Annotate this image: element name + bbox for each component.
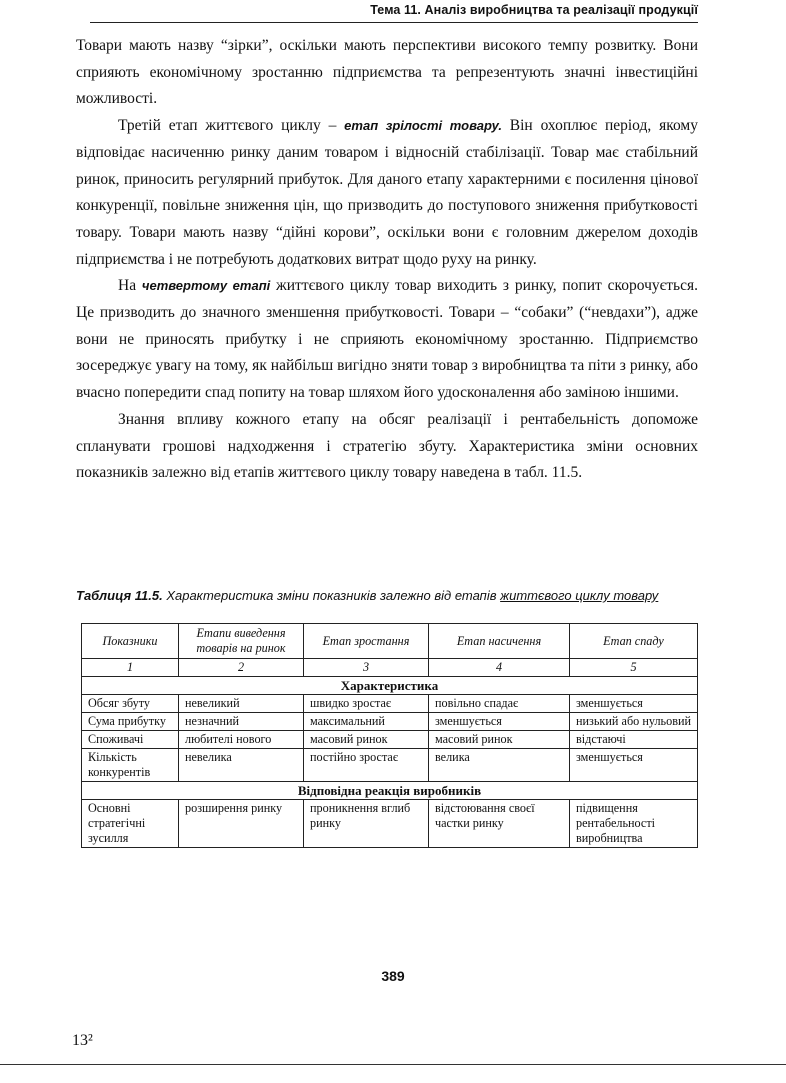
section-characteristics: Характеристика xyxy=(82,677,698,695)
table-cell: розширення ринку xyxy=(179,800,304,848)
table-row xyxy=(82,800,698,848)
paragraph-decline xyxy=(76,273,698,407)
running-header-title: Тема 11. Аналіз виробництва та реалізації продукції xyxy=(370,3,698,17)
table-cell: зменшується xyxy=(570,749,698,782)
table-caption xyxy=(76,588,698,603)
table-cell: незначний xyxy=(179,713,304,731)
paragraph-maturity-lead: Третій етап життєвого циклу – xyxy=(118,117,345,135)
corner-mark: 13² xyxy=(72,1032,93,1049)
col-number: 3 xyxy=(304,659,429,677)
col-number: 1 xyxy=(82,659,179,677)
table-cell: масовий ринок xyxy=(429,731,570,749)
table-cell: велика xyxy=(429,749,570,782)
table-cell: повільно спадає xyxy=(429,695,570,713)
table-cell: масовий ринок xyxy=(304,731,429,749)
body-text xyxy=(76,33,698,487)
lifecycle-table xyxy=(81,623,698,848)
paragraph-maturity-body: Він охоплює період, якому відповідає насиченню ринку даним товаром і відносній стабілізації. Товар має стабільний ринок, приносить регулярний прибуток. Для даного етапу характерними є посилення цінової конкуренції, повільне зниження цін, що призводить до поступового зниження прибутковості товару. Товари мають назву “дійні корови”, оскільки вони є головним джерелом доходів підприємства і не потребують додаткових витрат щодо руху на ринку. xyxy=(76,117,698,268)
table-cell: невеликий xyxy=(179,695,304,713)
row-label-competitors: Кількість конкурентів xyxy=(82,749,179,782)
paragraph-maturity xyxy=(76,113,698,273)
row-label-profit: Сума прибутку xyxy=(82,713,179,731)
table-cell: відстоювання своєї частки ринку xyxy=(429,800,570,848)
bottom-divider xyxy=(0,1064,786,1065)
table-header-row xyxy=(82,624,698,659)
table-caption-text: Характеристика зміни показників залежно від етапів xyxy=(162,588,501,603)
table-row xyxy=(82,713,698,731)
table-caption-text-end: життєвого циклу товару xyxy=(500,588,659,603)
paragraph-decline-body: життєвого циклу товар виходить з ринку, попит скорочується. Це призводить до значного зменшення прибутковості. Товари – “собаки” (“невдахи”), адже вони не приносять прибутку і не сприяють економічному зростанню. Підприємство зосереджує увагу на тому, як найбільш вигідно зняти товар з виробництва та піти з ринку, або вчасно попередити спад попиту на товар шляхом його удосконалення або заміною іншими. xyxy=(76,277,698,402)
table-row xyxy=(82,731,698,749)
paragraph-decline-lead: На xyxy=(118,277,142,295)
table-cell: відстаючі xyxy=(570,731,698,749)
table-row xyxy=(82,695,698,713)
table-caption-label: Таблиця 11.5. xyxy=(76,588,163,603)
header-growth: Етап зростання xyxy=(304,624,429,659)
section-producer-response: Відповідна реакція виробників xyxy=(82,782,698,800)
table-cell: невелика xyxy=(179,749,304,782)
header-introduction: Етапи виведення товарів на ринок xyxy=(179,624,304,659)
table-cell: низький або нульовий xyxy=(570,713,698,731)
row-label-strategy: Основні стратегічні зусилля xyxy=(82,800,179,848)
table-number-row xyxy=(82,659,698,677)
paragraph-knowledge: Знання впливу кожного етапу на обсяг реалізації і рентабельність допоможе спланувати грошові надходження і стратегію збуту. Характеристика зміни основних показників залежно від етапів життєвого циклу товару наведена в табл. 11.5. xyxy=(76,410,698,482)
table-cell: швидко зростає xyxy=(304,695,429,713)
table-cell: максимальний xyxy=(304,713,429,731)
section-row-characteristics xyxy=(82,677,698,695)
table-row xyxy=(82,749,698,782)
term-fourth-stage: четвертому етапі xyxy=(141,278,271,294)
col-number: 5 xyxy=(570,659,698,677)
row-label-consumers: Споживачі xyxy=(82,731,179,749)
table-cell: підвищення рентабельності виробництва xyxy=(570,800,698,848)
section-row-producer-response xyxy=(82,782,698,800)
header-indicators: Показники xyxy=(82,624,179,659)
col-number: 4 xyxy=(429,659,570,677)
header-saturation: Етап насичення xyxy=(429,624,570,659)
table-cell: зменшується xyxy=(570,695,698,713)
header-decline: Етап спаду xyxy=(570,624,698,659)
table-cell: постійно зростає xyxy=(304,749,429,782)
page-number: 389 xyxy=(381,968,405,984)
row-label-sales: Обсяг збуту xyxy=(82,695,179,713)
running-header xyxy=(90,2,698,23)
table-cell: любителі нового xyxy=(179,731,304,749)
col-number: 2 xyxy=(179,659,304,677)
term-maturity-stage: етап зрілості товару. xyxy=(344,118,502,134)
paragraph-stars: Товари мають назву “зірки”, оскільки мають перспективи високого темпу розвитку. Вони сприяють економічному зростанню підприємства та репрезентують значні інвестиційні можливості. xyxy=(76,37,698,108)
table-cell: проникнення вглиб ринку xyxy=(304,800,429,848)
table-cell: зменшується xyxy=(429,713,570,731)
